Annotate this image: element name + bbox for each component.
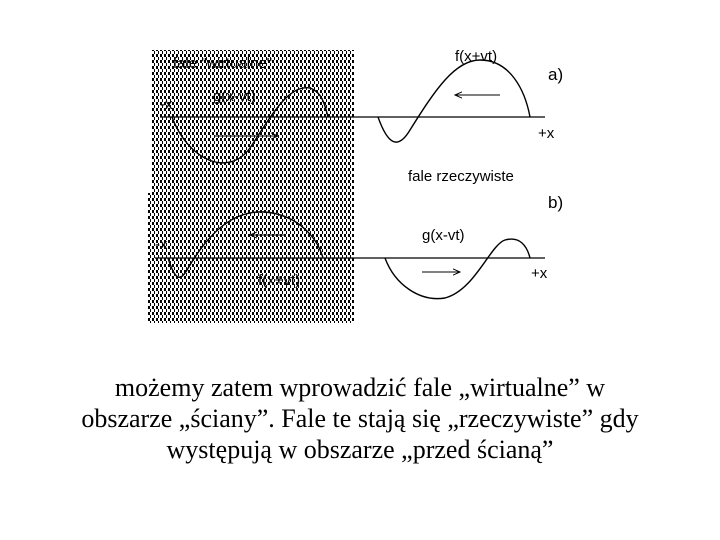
panel-label-a: a) xyxy=(548,65,564,84)
caption xyxy=(0,372,720,465)
real-axis-label-b: +x xyxy=(531,265,548,282)
real-axis-label-a: +x xyxy=(538,125,555,142)
real-wave-label-a: f(x+vt) xyxy=(455,48,498,65)
middle-label: fale rzeczywiste xyxy=(408,168,514,185)
caption-line-3: występują w obszarze „przed ścianą” xyxy=(166,435,554,464)
panel-label-b: b) xyxy=(548,193,564,212)
caption-line-1: możemy zatem wprowadzić fale „wirtualne” w xyxy=(114,373,606,402)
virtual-wave-label-b: f(x+vt) xyxy=(258,272,301,289)
virtual-axis-label-b: -x xyxy=(155,236,168,253)
real-wave-a xyxy=(378,60,530,142)
virtual-title-a: fale "wirtualne" xyxy=(173,55,273,72)
caption-line-2: obszarze „ściany”. Fale te stają się „rzeczywiste” gdy xyxy=(81,404,639,433)
virtual-wave-label-a: g(x-vt) xyxy=(213,88,256,105)
virtual-axis-label-a: -x xyxy=(160,96,173,113)
real-wave-b xyxy=(385,239,530,298)
real-wave-label-b: g(x-vt) xyxy=(422,227,465,244)
